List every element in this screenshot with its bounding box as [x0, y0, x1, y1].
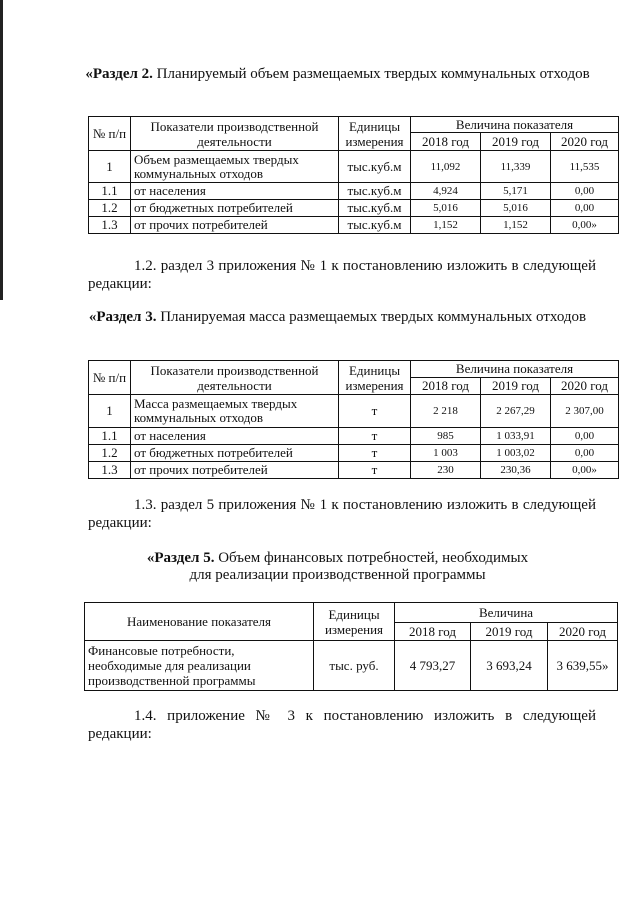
page-scan-edge: [0, 0, 3, 300]
section-2-heading: [60, 66, 615, 83]
section-5-heading-text: Объем финансовых потребностей, необходимых: [214, 550, 529, 566]
row-num: 1.1: [89, 428, 131, 445]
year-header: 2018 год: [395, 623, 471, 641]
row-num: 1.1: [89, 183, 131, 200]
row-num: 1.2: [89, 445, 131, 462]
row-value: 3 693,24: [471, 641, 548, 691]
col-indicator-header: Показатели производственной деятельности: [131, 117, 339, 151]
section-5-heading-number: «Раздел 5.: [146, 550, 215, 566]
table-row: [89, 183, 619, 200]
row-name: от прочих потребителей: [131, 462, 339, 479]
row-name: Объем размещаемых твердых коммунальных отходов: [131, 151, 339, 183]
year-header: 2019 год: [481, 378, 551, 395]
table-row: [89, 200, 619, 217]
paragraph-1-3-text: 1.3. раздел 5 приложения № 1 к постановлению изложить в следующей редакции:: [88, 497, 596, 531]
section-2-heading-text: Планируемый объем размещаемых твердых коммунальных отходов: [152, 66, 590, 82]
table-row: [89, 462, 619, 479]
section-3-heading-number: «Раздел 3.: [88, 309, 157, 325]
row-name: от прочих потребителей: [131, 217, 339, 234]
row-name: от населения: [131, 428, 339, 445]
col-value-header: Величина: [395, 603, 618, 623]
row-value: 1,152: [411, 217, 481, 234]
row-num: 1.2: [89, 200, 131, 217]
row-num: 1.3: [89, 217, 131, 234]
paragraph-1-4-text: 1.4. приложение № 3 к постановлению изложить в следующей редакции:: [88, 708, 596, 742]
row-unit: т: [339, 395, 411, 428]
row-unit: тыс.куб.м: [339, 200, 411, 217]
row-unit: т: [339, 428, 411, 445]
row-value: 230: [411, 462, 481, 479]
row-value: 0,00: [551, 183, 619, 200]
section-5-table: [84, 602, 618, 691]
row-value: 0,00: [551, 445, 619, 462]
col-num-header: № п/п: [89, 117, 131, 151]
year-header: 2019 год: [481, 133, 551, 151]
row-value: 4 793,27: [395, 641, 471, 691]
row-value: 1 003,02: [481, 445, 551, 462]
row-name: от населения: [131, 183, 339, 200]
row-name: от бюджетных потребителей: [131, 445, 339, 462]
section-3-heading-text: Планируемая масса размещаемых твердых коммунальных отходов: [156, 309, 587, 325]
row-name: Масса размещаемых твердых коммунальных отходов: [131, 395, 339, 428]
row-value: 5,016: [411, 200, 481, 217]
row-value: 0,00: [551, 200, 619, 217]
row-num: 1: [89, 395, 131, 428]
row-name: Финансовые потребности, необходимые для реализации производственной программы: [85, 641, 314, 691]
year-header: 2020 год: [551, 378, 619, 395]
row-value: 985: [411, 428, 481, 445]
row-value: 11,535: [551, 151, 619, 183]
row-unit: т: [339, 462, 411, 479]
table-row: [89, 217, 619, 234]
year-header: 2020 год: [551, 133, 619, 151]
paragraph-1-3: [88, 496, 596, 532]
row-unit: тыс.куб.м: [339, 183, 411, 200]
row-value: 2 267,29: [481, 395, 551, 428]
row-value: 5,171: [481, 183, 551, 200]
paragraph-1-2: [88, 257, 596, 293]
col-value-header: Величина показателя: [411, 361, 619, 378]
year-header: 2020 год: [548, 623, 618, 641]
row-num: 1.3: [89, 462, 131, 479]
col-units-header: Единицы измерения: [339, 117, 411, 151]
row-value: 2 307,00: [551, 395, 619, 428]
row-unit: тыс.куб.м: [339, 217, 411, 234]
col-units-header: Единицы измерения: [314, 603, 395, 641]
paragraph-1-4: [88, 707, 596, 743]
table-row: [85, 641, 618, 691]
row-name: от бюджетных потребителей: [131, 200, 339, 217]
row-value: 1 003: [411, 445, 481, 462]
row-unit: т: [339, 445, 411, 462]
row-unit: тыс. руб.: [314, 641, 395, 691]
table-row: [89, 151, 619, 183]
row-unit: тыс.куб.м: [339, 151, 411, 183]
table-row: [89, 395, 619, 428]
row-value: 0,00: [551, 428, 619, 445]
row-value: 11,339: [481, 151, 551, 183]
row-value: 4,924: [411, 183, 481, 200]
row-value: 11,092: [411, 151, 481, 183]
row-num: 1: [89, 151, 131, 183]
section-5-heading: [60, 550, 615, 584]
row-value: 1 033,91: [481, 428, 551, 445]
col-value-header: Величина показателя: [411, 117, 619, 133]
row-value: 5,016: [481, 200, 551, 217]
year-header: 2018 год: [411, 378, 481, 395]
col-name-header: Наименование показателя: [85, 603, 314, 641]
section-2-table: [88, 116, 619, 234]
row-value: 0,00»: [551, 217, 619, 234]
row-value: 0,00»: [551, 462, 619, 479]
col-units-header: Единицы измерения: [339, 361, 411, 395]
table-row: [89, 428, 619, 445]
table-row: [89, 445, 619, 462]
row-value: 3 639,55»: [548, 641, 618, 691]
row-value: 1,152: [481, 217, 551, 234]
year-header: 2019 год: [471, 623, 548, 641]
section-2-heading-number: «Раздел 2.: [85, 66, 153, 82]
row-value: 230,36: [481, 462, 551, 479]
year-header: 2018 год: [411, 133, 481, 151]
row-value: 2 218: [411, 395, 481, 428]
section-3-heading: [60, 309, 615, 326]
section-3-table: [88, 360, 619, 479]
col-indicator-header: Показатели производственной деятельности: [131, 361, 339, 395]
paragraph-1-2-text: 1.2. раздел 3 приложения № 1 к постановлению изложить в следующей редакции:: [88, 258, 596, 292]
section-5-heading-line2: для реализации производственной программы: [189, 567, 486, 583]
col-num-header: № п/п: [89, 361, 131, 395]
